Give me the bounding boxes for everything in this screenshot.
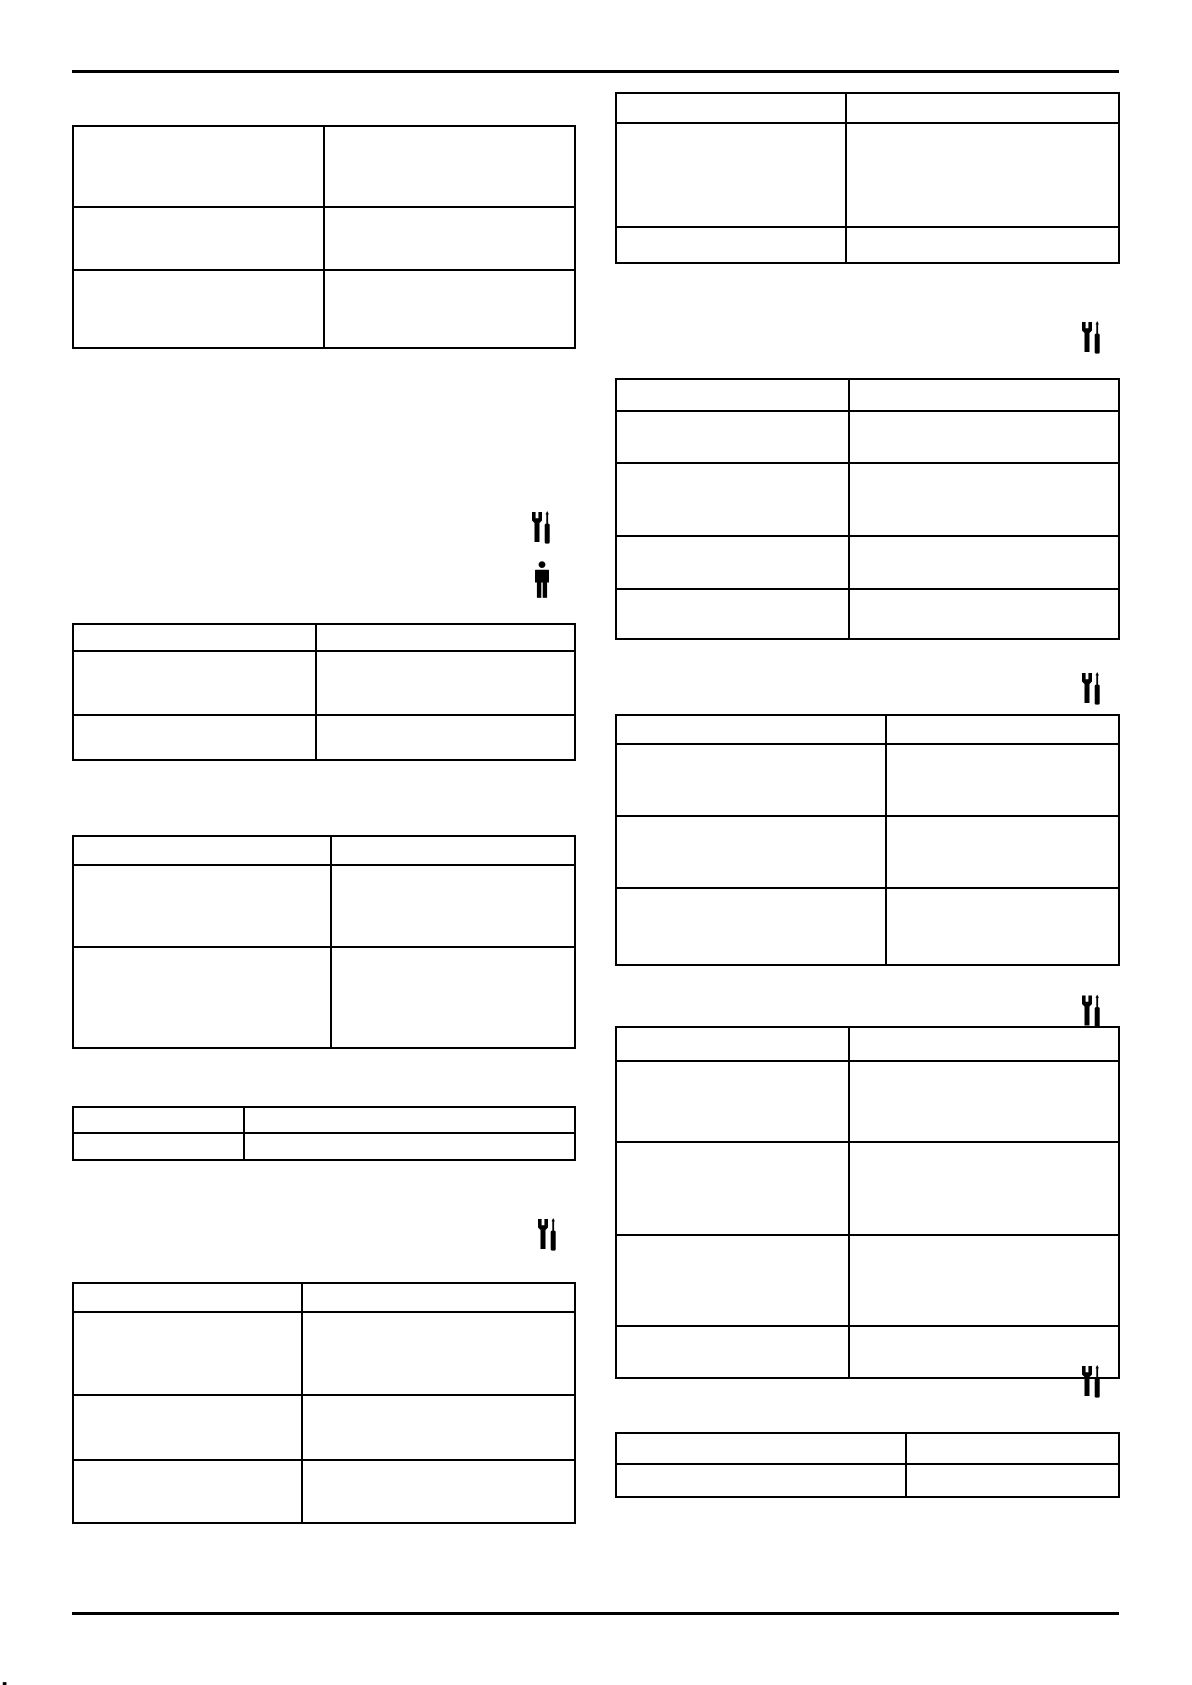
table-cell bbox=[617, 817, 885, 887]
table-cell bbox=[617, 716, 885, 743]
table-cell bbox=[617, 537, 848, 588]
table-cell bbox=[617, 889, 885, 964]
table-cell bbox=[332, 866, 574, 946]
table-cell bbox=[617, 412, 848, 462]
table-cell bbox=[617, 590, 848, 638]
left-table-2 bbox=[72, 623, 576, 761]
table-cell bbox=[850, 1236, 1118, 1325]
table-cell bbox=[617, 380, 848, 410]
left-table-1 bbox=[72, 125, 576, 349]
table-cell bbox=[617, 228, 845, 262]
table-cell bbox=[332, 837, 574, 864]
table-cell bbox=[317, 652, 574, 714]
tools-icon bbox=[537, 1218, 557, 1252]
table-cell bbox=[617, 1465, 905, 1496]
table-cell bbox=[847, 94, 1118, 122]
table-cell bbox=[245, 1134, 574, 1159]
table-cell bbox=[317, 625, 574, 650]
tools-icon bbox=[1081, 1363, 1101, 1401]
table-cell bbox=[74, 716, 315, 759]
table-cell bbox=[74, 208, 323, 269]
table-cell bbox=[74, 837, 330, 864]
table-cell bbox=[850, 1062, 1118, 1141]
table-cell bbox=[303, 1313, 574, 1394]
left-table-4 bbox=[72, 1106, 576, 1161]
left-table-3 bbox=[72, 835, 576, 1049]
right-table-3 bbox=[615, 714, 1120, 966]
table-cell bbox=[850, 464, 1118, 535]
table-cell bbox=[617, 1236, 848, 1325]
table-cell bbox=[74, 1134, 243, 1159]
table-cell bbox=[617, 1327, 848, 1377]
table-cell bbox=[325, 208, 574, 269]
right-table-2 bbox=[615, 378, 1120, 640]
table-cell bbox=[617, 94, 845, 122]
table-cell bbox=[617, 464, 848, 535]
table-cell bbox=[74, 625, 315, 650]
table-cell bbox=[907, 1465, 1118, 1496]
table-cell bbox=[617, 745, 885, 815]
table-cell bbox=[74, 1108, 243, 1132]
table-cell bbox=[850, 1028, 1118, 1060]
table-cell bbox=[850, 537, 1118, 588]
table-cell bbox=[887, 817, 1118, 887]
table-cell bbox=[887, 716, 1118, 743]
top-rule bbox=[72, 70, 1119, 73]
table-cell bbox=[74, 1284, 301, 1311]
table-cell bbox=[74, 1313, 301, 1394]
table-cell bbox=[907, 1434, 1118, 1463]
table-cell bbox=[617, 1028, 848, 1060]
footer-dot: . bbox=[1, 1662, 9, 1685]
bottom-rule bbox=[72, 1612, 1119, 1615]
right-table-1 bbox=[615, 92, 1120, 264]
table-cell bbox=[74, 1461, 301, 1522]
tools-icon bbox=[1081, 993, 1101, 1030]
table-cell bbox=[74, 866, 330, 946]
table-cell bbox=[74, 127, 323, 206]
table-cell bbox=[847, 228, 1118, 262]
table-cell bbox=[850, 412, 1118, 462]
table-cell bbox=[332, 948, 574, 1047]
right-table-5 bbox=[615, 1432, 1120, 1498]
table-cell bbox=[325, 271, 574, 347]
table-cell bbox=[617, 1143, 848, 1234]
table-cell bbox=[303, 1284, 574, 1311]
table-cell bbox=[317, 716, 574, 759]
table-cell bbox=[74, 948, 330, 1047]
tools-icon bbox=[1081, 320, 1101, 356]
table-cell bbox=[74, 1396, 301, 1459]
table-cell bbox=[74, 652, 315, 714]
table-cell bbox=[850, 590, 1118, 638]
table-cell bbox=[245, 1108, 574, 1132]
table-cell bbox=[325, 127, 574, 206]
table-cell bbox=[850, 380, 1118, 410]
table-cell bbox=[617, 124, 845, 226]
table-cell bbox=[617, 1434, 905, 1463]
tools-icon bbox=[531, 511, 551, 545]
tools-icon bbox=[1081, 671, 1101, 707]
person-icon bbox=[533, 561, 551, 598]
table-cell bbox=[74, 271, 323, 347]
right-table-4 bbox=[615, 1026, 1120, 1379]
table-cell bbox=[303, 1396, 574, 1459]
table-cell bbox=[887, 889, 1118, 964]
table-cell bbox=[850, 1327, 1118, 1377]
table-cell bbox=[887, 745, 1118, 815]
left-table-5 bbox=[72, 1282, 576, 1524]
table-cell bbox=[303, 1461, 574, 1522]
table-cell bbox=[847, 124, 1118, 226]
table-cell bbox=[850, 1143, 1118, 1234]
table-cell bbox=[617, 1062, 848, 1141]
